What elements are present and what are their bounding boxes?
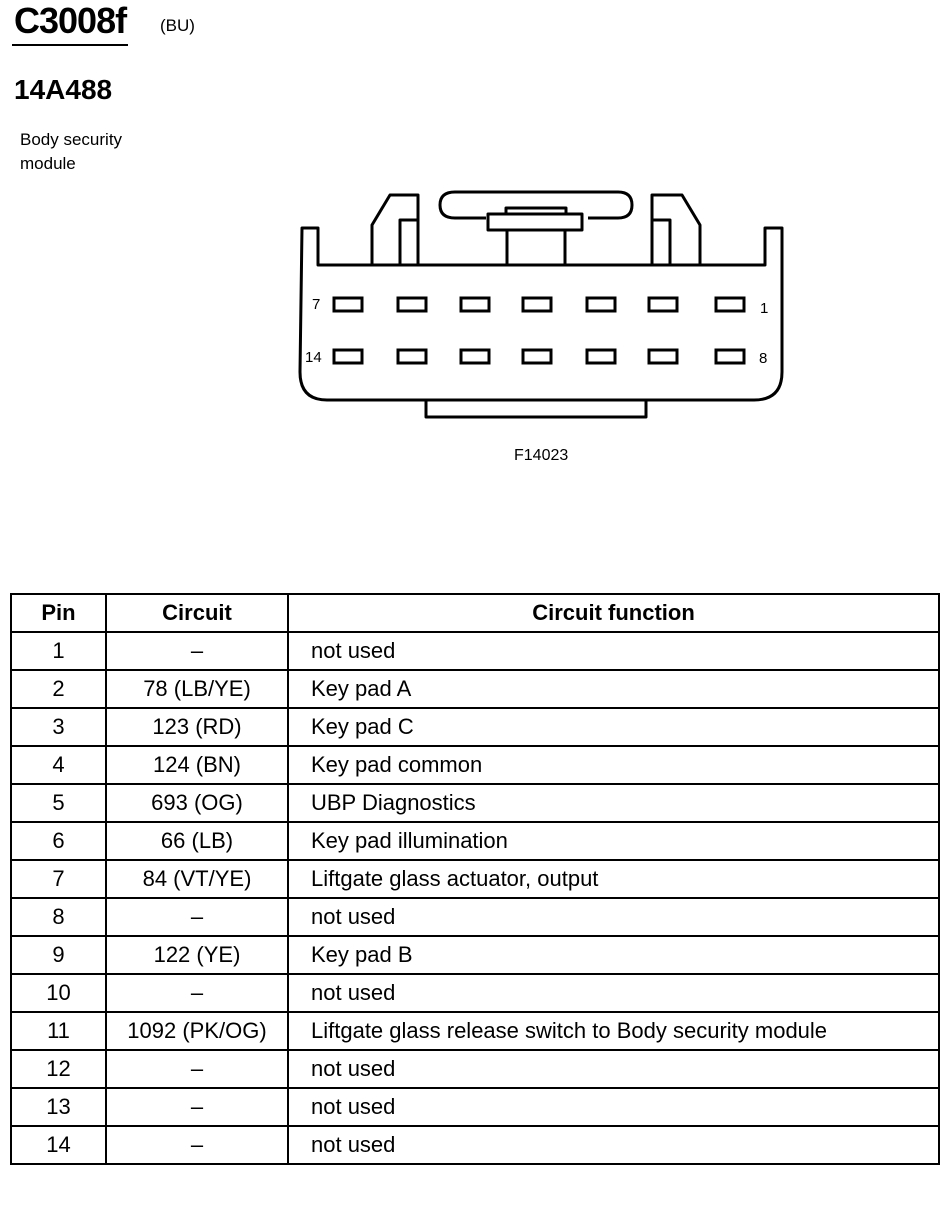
pin-label-bottom-left: 14 (305, 349, 322, 366)
circuit-function: not used (288, 898, 939, 936)
table-row (11, 898, 939, 936)
pin-number: 14 (11, 1126, 106, 1164)
pin-cavity (587, 298, 615, 311)
pin-cavity (398, 298, 426, 311)
circuit-id: 78 (LB/YE) (106, 670, 288, 708)
header-circuit-function: Circuit function (288, 594, 939, 632)
circuit-function: Liftgate glass actuator, output (288, 860, 939, 898)
circuit-function: Key pad illumination (288, 822, 939, 860)
pin-number: 6 (11, 822, 106, 860)
pin-number: 10 (11, 974, 106, 1012)
pin-cavity (716, 350, 744, 363)
pin-cavity (398, 350, 426, 363)
connector-left-latch (372, 195, 418, 265)
table-row (11, 784, 939, 822)
pin-cavity (587, 350, 615, 363)
circuit-id: 123 (RD) (106, 708, 288, 746)
table-header-row (11, 594, 939, 632)
table-row (11, 936, 939, 974)
circuit-id: 1092 (PK/OG) (106, 1012, 288, 1050)
circuit-function: Liftgate glass release switch to Body security module (288, 1012, 939, 1050)
part-number: 14A488 (14, 74, 113, 105)
table-row (11, 1126, 939, 1164)
pin-label-top-left: 7 (312, 296, 321, 313)
pin-number: 7 (11, 860, 106, 898)
pin-cavity (649, 298, 677, 311)
circuit-id: 66 (LB) (106, 822, 288, 860)
table-row (11, 1050, 939, 1088)
circuit-id: – (106, 898, 288, 936)
pin-cavities (334, 298, 744, 363)
pin-number: 8 (11, 898, 106, 936)
circuit-function: Key pad C (288, 708, 939, 746)
table-row (11, 860, 939, 898)
table-row (11, 1012, 939, 1050)
circuit-function: not used (288, 974, 939, 1012)
pin-label-top-right: 1 (760, 300, 769, 317)
table-row (11, 632, 939, 670)
pin-number: 5 (11, 784, 106, 822)
circuit-id: – (106, 1088, 288, 1126)
circuit-id: 693 (OG) (106, 784, 288, 822)
pin-cavity (334, 350, 362, 363)
pin-number: 3 (11, 708, 106, 746)
header-circuit: Circuit (106, 594, 288, 632)
table-row (11, 746, 939, 784)
table-row (11, 708, 939, 746)
connector-color-code: (BU) (160, 16, 195, 35)
pinout-table (10, 593, 940, 1165)
circuit-function: Key pad B (288, 936, 939, 974)
pin-cavity (334, 298, 362, 311)
connector-bottom-key (426, 400, 646, 417)
pin-cavity (716, 298, 744, 311)
table-row (11, 822, 939, 860)
circuit-id: – (106, 632, 288, 670)
pin-number: 9 (11, 936, 106, 974)
pin-cavity (523, 350, 551, 363)
circuit-function: not used (288, 632, 939, 670)
pin-label-bottom-right: 8 (759, 350, 768, 367)
circuit-function: not used (288, 1126, 939, 1164)
pin-cavity (461, 350, 489, 363)
circuit-id: – (106, 1050, 288, 1088)
connector-id: C3008f (12, 2, 128, 46)
circuit-id: 84 (VT/YE) (106, 860, 288, 898)
circuit-function: not used (288, 1050, 939, 1088)
table-row (11, 670, 939, 708)
pin-cavity (461, 298, 489, 311)
circuit-function: not used (288, 1088, 939, 1126)
connector-face-diagram (0, 0, 950, 470)
figure-id: F14023 (514, 447, 569, 464)
pin-number: 4 (11, 746, 106, 784)
circuit-function: Key pad A (288, 670, 939, 708)
pin-number: 11 (11, 1012, 106, 1050)
pin-number: 1 (11, 632, 106, 670)
connector-lock-tab (488, 214, 582, 230)
component-description: Body security module (20, 130, 123, 173)
pin-cavity (649, 350, 677, 363)
header-pin: Pin (11, 594, 106, 632)
circuit-id: 122 (YE) (106, 936, 288, 974)
pin-number: 12 (11, 1050, 106, 1088)
table-row (11, 974, 939, 1012)
pin-number: 2 (11, 670, 106, 708)
pin-cavity (523, 298, 551, 311)
table-row (11, 1088, 939, 1126)
circuit-function: Key pad common (288, 746, 939, 784)
circuit-id: 124 (BN) (106, 746, 288, 784)
circuit-id: – (106, 974, 288, 1012)
circuit-id: – (106, 1126, 288, 1164)
connector-right-latch (652, 195, 700, 265)
circuit-function: UBP Diagnostics (288, 784, 939, 822)
pin-number: 13 (11, 1088, 106, 1126)
